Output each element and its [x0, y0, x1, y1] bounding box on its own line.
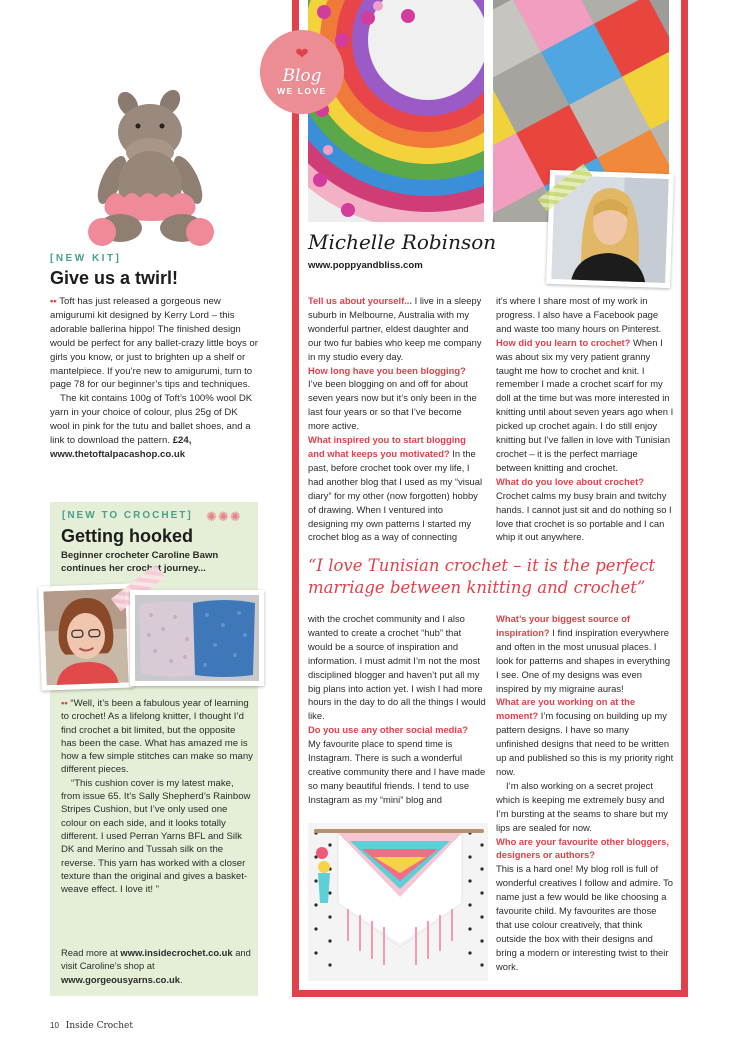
getting-hooked-standfirst: Beginner crocheter Caroline Bawn continues her crochet journey...: [61, 550, 219, 574]
blog-we-love-badge: [260, 30, 344, 114]
page-number: 10: [50, 1021, 59, 1030]
answer-3-end: with the crochet community and I also wanted to create a crochet “hub” that would be a source of inspiration and information. I must admit I’m not the most disciplined blogger and haven’t put all my big plans into action yet. I wish I had more hours in the day to do all the things I would like.: [308, 613, 486, 722]
read-more-prefix: Read more at: [61, 947, 121, 958]
bullet-arrow-icon: ••: [61, 698, 68, 709]
insidecrochet-link[interactable]: www.insidecrochet.co.uk: [120, 947, 233, 958]
question-3: What inspired you to start blogging and what keeps you motivated?: [308, 434, 466, 459]
answer-4: When I was about six my very patient granny taught me how to crochet and knit. I remember I made a crochet scarf for my doll at the time but was more interested in knitting until about seven years ago when I picked up crochet again. I do still enjoy knitting but I’ve fallen in love with Tunisian crochet – it is the perfect marriage between knitting and crochet.: [496, 336, 674, 473]
answer-5: Crochet calms my busy brain and twitchy hands. I cannot just sit and do nothing so I love that crochet is so portable and I can whip it out anywhere.: [496, 489, 672, 543]
new-kit-para1: Toft has just released a gorgeous new amigurumi kit designed by Kerry Lord – this adorable ballerina hippo! The finished design would be perfect for any ballet-crazy little boys or girls you know, or just to brighten up a shelf or mantelpiece. If you’re new to amigurumi, turn to page 78 for our beginner’s tips and techniques.: [50, 296, 258, 391]
answer-8: I’m focusing on building up my pattern designs. I have so many unfinished designs that need to be written up and published so this is my priority right now.: [496, 710, 674, 777]
getting-hooked-headline: Getting hooked: [61, 526, 193, 546]
answer-7: I find inspiration everywhere and often in the most unusual places. I look for patterns and shapes in everything I see. One of my designs was even inspired by my migraine auras!: [496, 626, 671, 694]
feature-column-4: [496, 612, 674, 974]
feature-column-1: [308, 294, 484, 544]
page-footer: [50, 1021, 133, 1031]
star-ornament-icon: ✺✺✺: [206, 509, 242, 524]
blogger-name: Michelle Robinson: [308, 230, 497, 254]
heart-icon: ❤: [295, 46, 309, 63]
bullet-arrow-icon: ••: [50, 296, 57, 307]
answer-1: I live in a sleepy suburb in Melbourne, Australia with my wonderful partner, eldest daughter and our two fur babies who keep me company in my studio every day.: [308, 295, 482, 362]
new-kit-kicker: [NEW KIT]: [50, 253, 122, 264]
answer-8-continued: I’m also working on a secret project which is keeping me extremely busy and I’m bursting at the seams to share but my lips are sealed for now.: [496, 779, 668, 833]
read-more-end: .: [179, 973, 183, 985]
tunisian-wall-hanging-photo: [308, 823, 488, 981]
pull-quote: “I love Tunisian crochet – it is the perfect marriage between knitting and crochet”: [308, 556, 656, 597]
mandala-crochet-photo: [308, 0, 484, 222]
question-1: Tell us about yourself...: [308, 295, 413, 306]
hippo-photo: [50, 60, 260, 255]
badge-subtitle: WE LOVE: [277, 86, 327, 96]
getting-hooked-body: [61, 697, 253, 896]
new-to-crochet-kicker: [NEW TO CROCHET]: [62, 510, 193, 521]
question-5: What do you love about crochet?: [496, 475, 644, 487]
answer-3-continued: it’s where I share most of my work in progress. I also have a Facebook page and waste too many hours on Pinterest.: [496, 295, 662, 334]
feature-column-2: [496, 294, 674, 544]
gorgeousyarns-link[interactable]: www.gorgeousyarns.co.uk: [61, 973, 180, 985]
feature-column-3: [308, 612, 486, 807]
answer-3: In the past, before crochet took over my life, I had another blog that I used as my “visual diary” for my other (now forgotten) hobby of drawing. When I ventured into designing my own patterns I started my crochet blog as a way of connecting: [308, 447, 483, 543]
getting-hooked-para2: “This cushion cover is my latest make, from issue 65. It’s Sally Shepherd’s Rainbow Stripes Cushion, but I’ve only used one colour on each side, and it looks totally different. I used Perran Yarns BFL and Silk DK and Merino and Tussah silk on the reverse. This yarn has worked with a closer texture than the original and gives a basket-weave effect. I love it! ”: [61, 777, 251, 896]
badge-word: Blog: [282, 66, 322, 86]
question-9: Who are your favourite other bloggers, designers or authors?: [496, 835, 669, 861]
answer-2: I’ve been blogging on and off for about seven years now but it’s only been in the last four years or so that I’ve become more active.: [308, 378, 477, 432]
question-7: What’s your biggest source of inspiration?: [496, 613, 631, 638]
answer-6: My favourite place to spend time is Instagram. There is such a wonderful creative community there and I have made so many beautiful friends. I tend to use Instagram as my “mini” blog and: [308, 738, 486, 805]
magazine-name: Inside Crochet: [65, 1021, 133, 1031]
new-kit-body: [50, 295, 260, 462]
question-6: Do you use any other social media?: [308, 724, 468, 736]
new-kit-headline: Give us a twirl!: [50, 268, 179, 288]
new-kit-para2: The kit contains 100g of Toft’s 100% wool DK yarn in your choice of colour, plus 25g of DK wool in pink for the tutu and ballet shoes, and a link to download the pattern.: [50, 393, 253, 447]
blogger-website-link[interactable]: www.poppyandbliss.com: [308, 260, 423, 271]
question-4: How did you learn to crochet?: [496, 336, 631, 348]
answer-9: This is a hard one! My blog roll is full of wonderful creatives I follow and admire. To name just a few would be like choosing a favourite child. My favourites are those that use colour creatively, that think outside the box with their designs and bring a modern or interesting twist to their work.: [496, 863, 673, 972]
read-more-mid: and visit Caroline’s shop at: [61, 947, 251, 972]
cushion-photo: [130, 590, 264, 686]
question-2: How long have you been blogging?: [308, 364, 466, 376]
question-8: What are you working on at the moment?: [496, 696, 636, 722]
getting-hooked-para1: “Well, it’s been a fabulous year of learning to crochet! As a lifelong knitter, I thought I’d find crochet a bit limited, but the opposite has been the case. What has amazed me is how a few simple stitches can make so many different pieces.: [61, 698, 253, 776]
read-more-text: [61, 946, 253, 986]
new-kit-price-link[interactable]: £24, www.thetoftalpacashop.co.uk: [50, 435, 192, 460]
